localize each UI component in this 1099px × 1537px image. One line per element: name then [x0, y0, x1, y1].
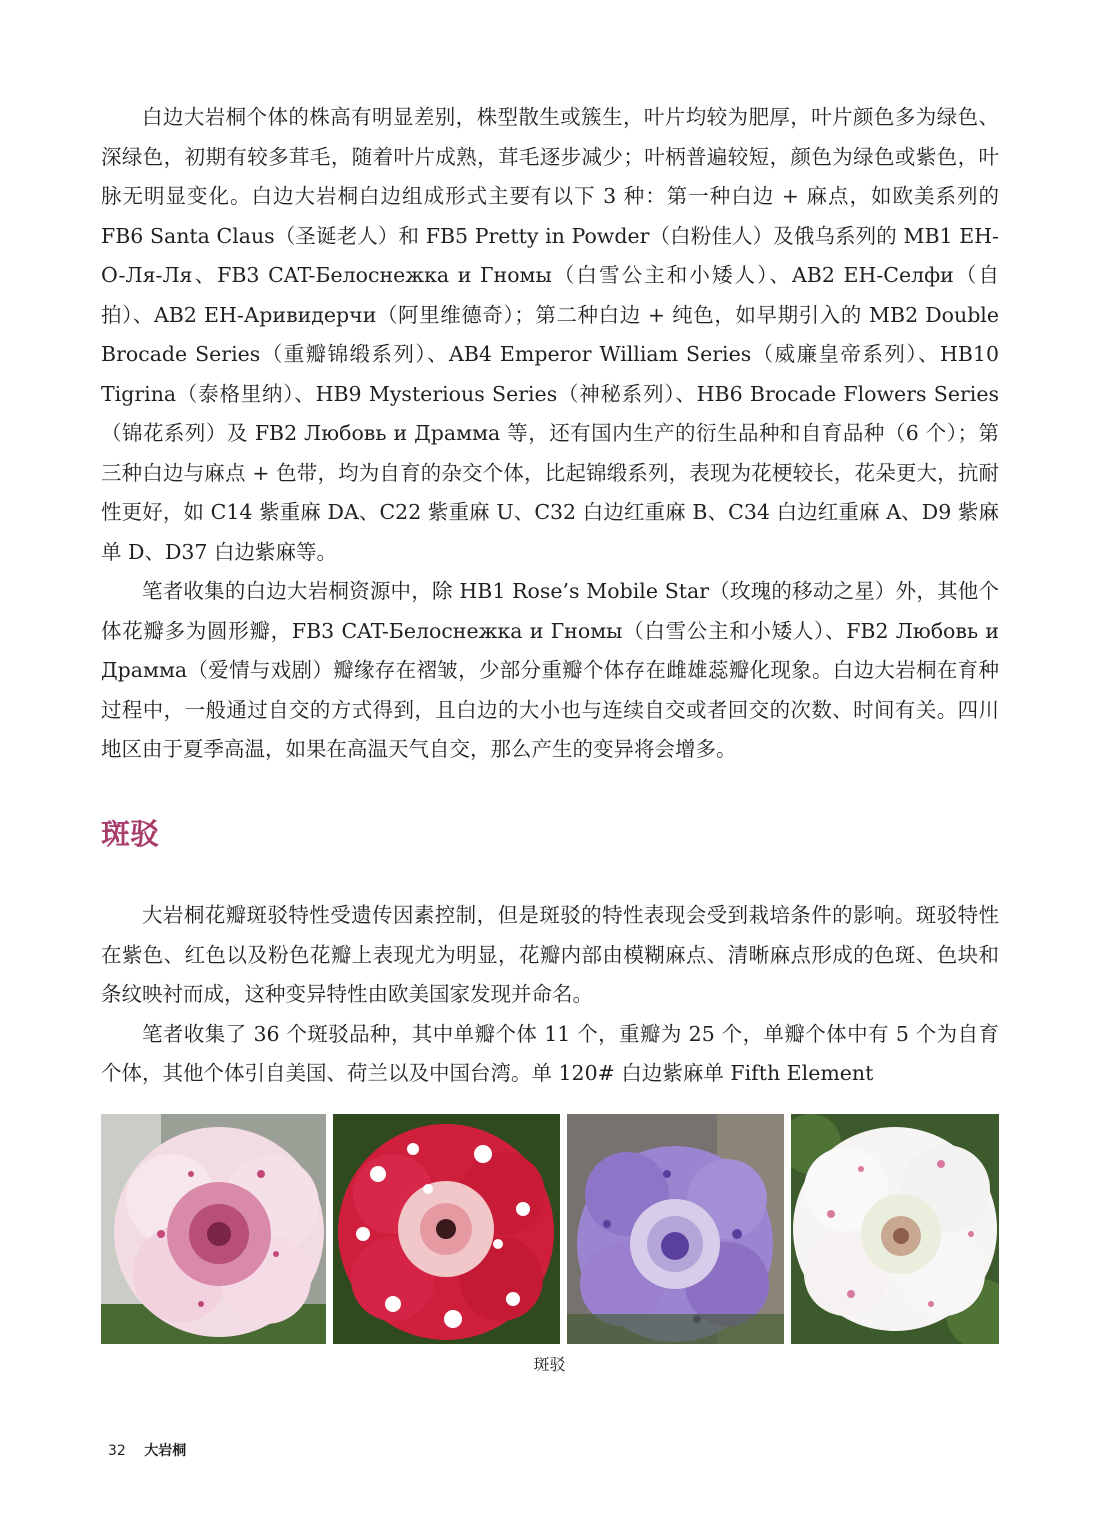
page-footer	[108, 1440, 186, 1460]
photo-purple-speckled-flower	[567, 1114, 784, 1344]
figure-caption: 斑驳	[533, 1355, 566, 1374]
section1-body	[101, 98, 999, 770]
paragraph-mottled-collection: 笔者收集了 36 个斑驳品种，其中单瓣个体 11 个，重瓣为 25 个，单瓣个体中有 5 个为自育个体，其他个体引自美国、荷兰以及中国台湾。单 120# 白边紫麻单 Fifth Element	[101, 1021, 999, 1085]
paragraph-white-edge-forms: 白边大岩桐个体的株高有明显差别，株型散生或簇生，叶片均较为肥厚，叶片颜色多为绿色、深绿色，初期有较多茸毛，随着叶片成熟，茸毛逐步减少；叶柄普遍较短，颜色为绿色或紫色，叶脉无明显变化。白边大岩桐白边组成形式主要有以下 3 种：第一种白边 + 麻点，如欧美系列的 FB6 Santa Claus（圣诞老人）和 FB5 Pretty in Powder（白粉佳人）及俄乌系列的 MB1 EH-O-Ля-Ля、FB3 CAT-Белоснежка и Гномы（白雪公主和小矮人）、AB2 EH-Селфи（自拍）、AB2 EH-Аривидерчи（阿里维德奇）；第二种白边 + 纯色，如早期引入的 MB2 Double Brocade Series（重瓣锦缎系列）、AB4 Emperor William Series（威廉皇帝系列）、HB10 Tigrina（泰格里纳）、HB9 Mysterious Series（神秘系列）、HB6 Brocade Flowers Series（锦花系列）及 FB2 Любовь и Драмма 等，还有国内生产的衍生品种和自育品种（6 个）；第三种白边与麻点 + 色带，均为自育的杂交个体，比起锦缎系列，表现为花梗较长，花朵更大，抗耐性更好，如 C14 紫重麻 DA、C22 紫重麻 U、C32 白边红重麻 B、C34 白边红重麻 A、D9 紫麻单 D、D37 白边紫麻等。	[101, 105, 999, 564]
paragraph-white-edge-petals: 笔者收集的白边大岩桐资源中，除 HB1 Rose’s Mobile Star（玫瑰的移动之星）外，其他个体花瓣多为圆形瓣，FB3 CAT-Белоснежка и Гномы（白雪公主和小矮人）、FB2 Любовь и Драмма（爱情与戏剧）瓣缘存在褶皱，少部分重瓣个体存在雌雄蕊瓣化现象。白边大岩桐在育种过程中，一般通过自交的方式得到，且白边的大小也与连续自交或者回交的次数、时间有关。四川地区由于夏季高温，如果在高温天气自交，那么产生的变异将会增多。	[101, 579, 999, 761]
paragraph-mottled-genetics: 大岩桐花瓣斑驳特性受遗传因素控制，但是斑驳的特性表现会受到栽培条件的影响。斑驳特性在紫色、红色以及粉色花瓣上表现尤为明显，花瓣内部由模糊麻点、清晰麻点形成的色斑、色块和条纹映衬而成，这种变异特性由欧美国家发现并命名。	[101, 903, 999, 1006]
page-number: 32	[108, 1443, 126, 1459]
photo-white-dotted-flower	[791, 1114, 999, 1344]
photo-red-speckled-flower	[333, 1114, 560, 1344]
photo-pink-speckled-flower	[101, 1114, 326, 1344]
section-heading-mottled: 斑驳	[101, 817, 160, 851]
book-title: 大岩桐	[144, 1443, 187, 1459]
flower-photo-strip	[101, 1114, 999, 1344]
section2-body	[101, 896, 999, 1094]
